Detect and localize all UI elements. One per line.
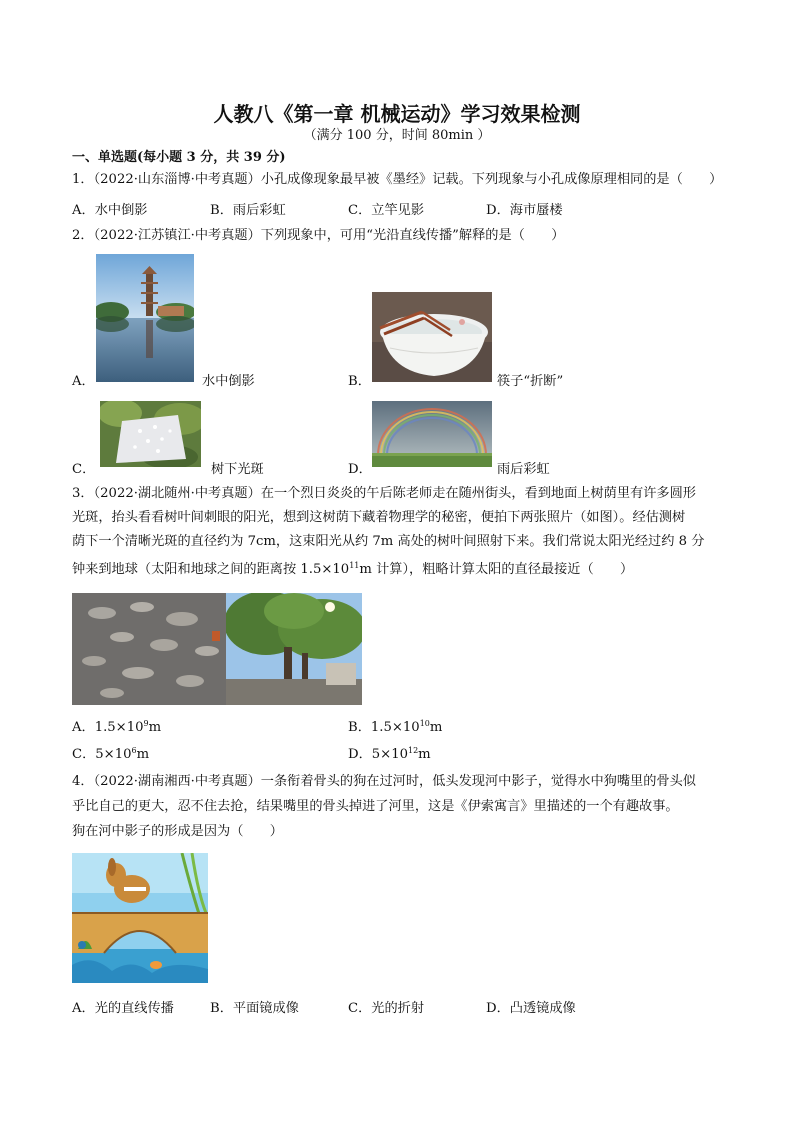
question-3-line-3: 荫下一个清晰光斑的直径约为 7cm，这束阳光从约 7m 高处的树叶间照射下来。我们常说太阳光经过约 8 分 (72, 534, 705, 549)
q2-option-c-label: 树下光斑 (211, 462, 264, 477)
q1-option-d: D．海市蜃楼 (486, 203, 563, 218)
page-subtitle: （满分 100 分，时间 80min ） (303, 128, 491, 143)
pagoda-reflection-image (96, 254, 194, 382)
q2-option-b-letter: B． (348, 374, 371, 389)
question-1: 1．（2022·山东淄博·中考真题）小孔成像现象最早被《墨经》记载。下列现象与小孔成像原理相同的是（ ） (72, 172, 723, 187)
question-4-line-2: 乎比自己的更大，忍不住去抢，结果嘴里的骨头掉进了河里，这是《伊索寓言》里描述的一个有趣故事。 (72, 799, 679, 814)
question-4-line-1: 4．（2022·湖南湘西·中考真题）一条衔着骨头的狗在过河时，低头发现河中影子，觉得水中狗嘴里的骨头似 (72, 774, 696, 789)
question-3-line-2: 光斑，抬头看看树叶间刺眼的阳光，想到这树荫下藏着物理学的秘密，便拍下两张照片（如图）。经估测树 (72, 510, 686, 525)
tree-light-spots-image (100, 401, 201, 467)
q3-option-b: B．$1.5\times 10^{10}m$ (348, 719, 443, 735)
q4-option-c: C．光的折射 (348, 1001, 425, 1016)
q3-option-c: C．$5\times 10^6m$ (72, 746, 150, 762)
q2-option-c-letter: C． (72, 462, 96, 477)
q2-option-a-letter: A． (72, 374, 95, 389)
q4-option-d: D．凸透镜成像 (486, 1001, 576, 1016)
q2-option-d-letter: D． (348, 462, 372, 477)
q3-option-d: D．$5\times 10^{12}m$ (348, 746, 431, 762)
question-2: 2．（2022·江苏镇江·中考真题）下列现象中，可用“光沿直线传播”解释的是（ ） (72, 228, 565, 243)
q2-option-d-label: 雨后彩虹 (497, 462, 550, 477)
q4-option-b: B．平面镜成像 (210, 1001, 299, 1016)
road-light-spots-photo (72, 593, 226, 705)
q4-option-a: A．光的直线传播 (72, 1001, 174, 1016)
question-3-line-4: 钟来到地球（太阳和地球之间的距离按 $1.5\times 10^{11}m$ 计算），粗略计算太阳的直径最接近（ ） (72, 561, 634, 577)
q1-option-b: B．雨后彩虹 (210, 203, 286, 218)
chopsticks-bowl-image (372, 292, 492, 382)
section-heading: 一、单选题(每小题 3 分，共 39 分) (72, 150, 286, 165)
rainbow-image (372, 401, 492, 467)
q2-option-a-label: 水中倒影 (202, 374, 255, 389)
q2-option-b-label: 筷子“折断” (497, 374, 564, 389)
tree-canopy-photo (226, 593, 362, 705)
page-title: 人教八《第一章 机械运动》学习效果检测 (213, 102, 581, 126)
q1-option-c: C．立竿见影 (348, 203, 425, 218)
question-4-line-3: 狗在河中影子的形成是因为（ ） (72, 824, 283, 839)
question-3-line-1: 3．（2022·湖北随州·中考真题）在一个烈日炎炎的午后陈老师走在随州街头，看到地面上树荫里有许多圆形 (72, 486, 696, 501)
q3-option-a: A．$1.5\times 10^9m$ (72, 719, 162, 735)
dog-bridge-cartoon (72, 853, 208, 983)
q1-option-a: A．水中倒影 (72, 203, 148, 218)
